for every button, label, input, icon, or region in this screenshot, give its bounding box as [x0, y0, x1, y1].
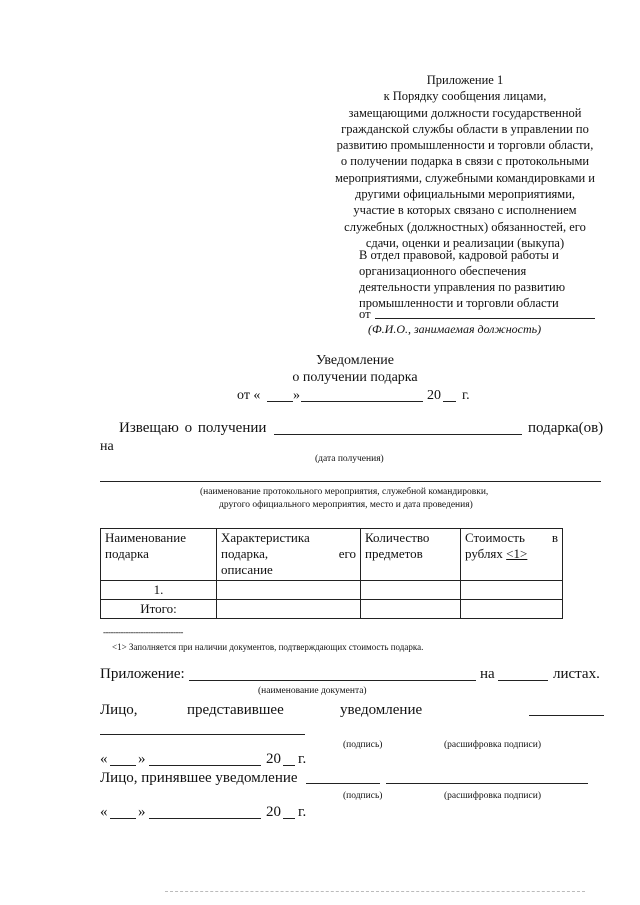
addressee-from-caption: (Ф.И.О., занимаемая должность)	[368, 322, 542, 336]
appendix-line: о получении подарка в связи с протокольными	[340, 154, 590, 169]
footnote-text: <1> Заполняется при наличии документов, подтверждающих стоимость подарка.	[112, 642, 424, 652]
title-date-day-field[interactable]	[267, 401, 293, 402]
row-cost-cell[interactable]	[461, 581, 563, 600]
appendix-line: развитию промышленности и торговли области,	[336, 138, 594, 153]
appendix-line: участие в которых связано с исполнением	[353, 203, 577, 218]
submit-date-month-field[interactable]	[149, 765, 261, 766]
title-date-month-field[interactable]	[301, 401, 423, 402]
notice-tail: подарка(ов)	[528, 420, 604, 436]
total-quantity-cell[interactable]	[361, 600, 461, 619]
appendix-line: мероприятиями, служебными командировками и	[335, 170, 595, 185]
title-date-close: »	[293, 388, 300, 403]
title-date-year: 20	[427, 388, 441, 403]
receive-date-year: 20	[266, 804, 281, 820]
appendix-line: гражданской службы области в управлении по	[341, 121, 589, 136]
attachment-on: на	[480, 666, 495, 682]
receiver-name-field[interactable]	[386, 783, 588, 784]
footnote-separator: --------------------------------	[103, 627, 183, 637]
receive-date-year-field[interactable]	[283, 818, 295, 819]
table-total-row	[101, 600, 563, 619]
submitter-word-1: Лицо,	[100, 702, 138, 718]
receiver-label: Лицо, принявшее уведомление	[100, 770, 298, 786]
row-quantity-cell[interactable]	[361, 581, 461, 600]
addressee-line: деятельности управления по развитию	[359, 280, 566, 294]
attachment-label: Приложение:	[100, 666, 185, 682]
addressee-from-field[interactable]	[375, 318, 595, 319]
receiver-sign-caption: (подпись)	[343, 791, 383, 801]
submit-date-open: «	[100, 751, 108, 767]
submitter-sign-caption: (подпись)	[343, 740, 383, 750]
addressee-line: промышленности и торговли области	[359, 296, 559, 310]
appendix-line: к Порядку сообщения лицами,	[383, 89, 547, 104]
attachment-doc-field[interactable]	[189, 680, 476, 681]
receipt-date-field[interactable]	[274, 434, 522, 435]
table-row	[101, 581, 563, 600]
title-date-suffix: г.	[462, 388, 470, 403]
event-caption-1: (наименование протокольного мероприятия, служебной командировки,	[200, 487, 489, 497]
submit-date-suffix: г.	[298, 751, 307, 767]
scan-artifact	[165, 891, 585, 892]
submit-date-year-field[interactable]	[283, 765, 295, 766]
receive-date-month-field[interactable]	[149, 818, 261, 819]
title-date-open: от «	[237, 388, 261, 403]
addressee-block	[359, 247, 604, 311]
appendix-header	[330, 72, 600, 251]
submit-date-year: 20	[266, 751, 281, 767]
event-field[interactable]	[100, 481, 601, 482]
receiver-signature-field[interactable]	[306, 783, 380, 784]
receiver-decode-caption: (расшифровка подписи)	[444, 791, 541, 801]
appendix-line: сдачи, оценки и реализации (выкупа)	[365, 235, 565, 250]
addressee-from-label: от	[359, 307, 371, 321]
submitter-word-3: уведомление	[340, 702, 423, 718]
table-header-row	[101, 529, 563, 581]
submit-date-close: »	[138, 751, 146, 767]
receive-date-day-field[interactable]	[110, 818, 136, 819]
header-quantity: Количество предметов	[361, 529, 461, 581]
notice-subtitle: о получении подарка	[292, 370, 418, 385]
footnote-link[interactable]: <1>	[506, 546, 528, 561]
receipt-date-caption: (дата получения)	[315, 454, 384, 464]
attachment-caption: (наименование документа)	[258, 686, 367, 696]
submitter-decode-caption: (расшифровка подписи)	[444, 740, 541, 750]
appendix-title: Приложение 1	[426, 73, 504, 87]
total-description-cell	[217, 600, 361, 619]
notice-lead: Извещаю о получении	[119, 420, 267, 436]
row-number-cell: 1.	[101, 581, 217, 600]
event-caption-2: другого официального мероприятия, место и дата проведения)	[219, 500, 473, 510]
submitter-name-field[interactable]	[100, 734, 305, 735]
attachment-sheets: листах.	[553, 666, 600, 682]
attachment-sheets-field[interactable]	[498, 680, 548, 681]
header-description: Характеристика подарка, его описание	[217, 529, 361, 581]
notice-title: Уведомление	[315, 353, 394, 368]
addressee-line: В отдел правовой, кадровой работы и	[359, 248, 559, 262]
gift-table	[100, 528, 563, 619]
title-date-year-field[interactable]	[443, 401, 456, 402]
total-label-cell: Итого:	[101, 600, 217, 619]
appendix-line: замещающими должности государственной	[348, 105, 582, 120]
header-cost: Стоимость в рублях <1>	[461, 529, 563, 581]
submit-date-day-field[interactable]	[110, 765, 136, 766]
appendix-line: служебных (должностных) обязанностей, его	[344, 219, 586, 234]
total-cost-cell[interactable]	[461, 600, 563, 619]
submitter-signature-field[interactable]	[529, 715, 604, 716]
header-name: Наименование подарка	[101, 529, 217, 581]
receive-date-suffix: г.	[298, 804, 307, 820]
appendix-line: другими официальными мероприятиями,	[354, 187, 576, 202]
receive-date-close: »	[138, 804, 146, 820]
addressee-line: организационного обеспечения	[359, 264, 527, 278]
row-description-cell[interactable]	[217, 581, 361, 600]
submitter-word-2: представившее	[187, 702, 284, 718]
notice-on: на	[100, 439, 114, 454]
receive-date-open: «	[100, 804, 108, 820]
